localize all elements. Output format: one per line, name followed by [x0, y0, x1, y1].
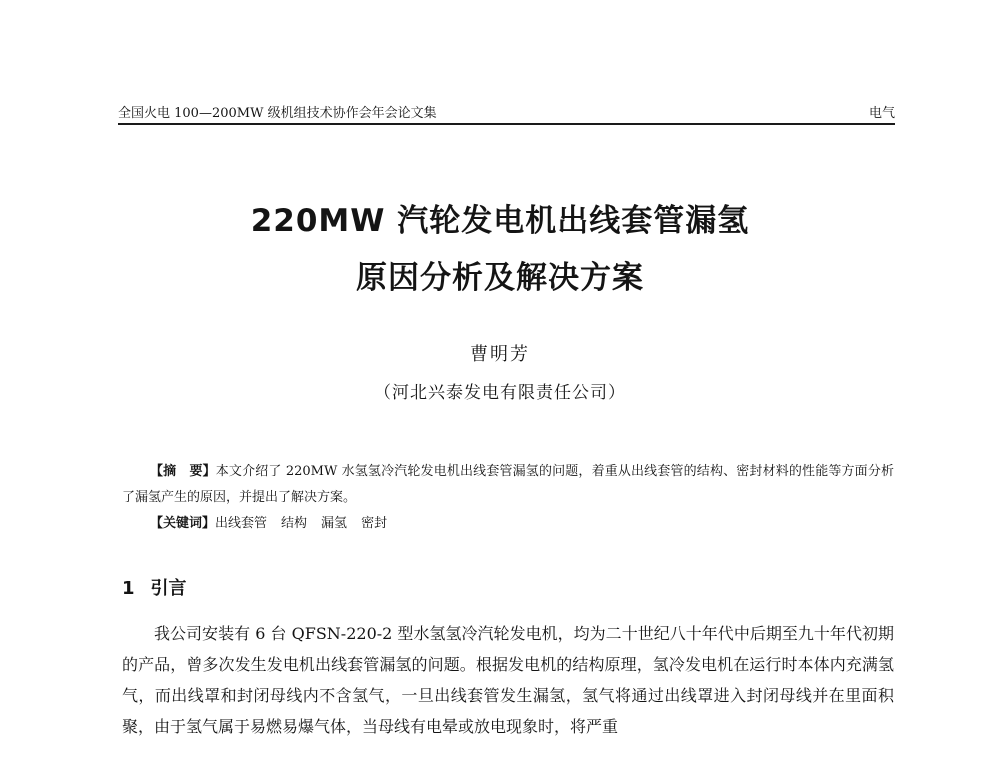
- section-number: 1: [122, 578, 135, 599]
- running-header-left: 全国火电 100—200MW 级机组技术协作会年会论文集: [118, 106, 437, 121]
- keywords-line: [122, 511, 894, 537]
- running-header-right: 电气: [868, 106, 895, 121]
- keyword: 漏氢: [321, 516, 348, 531]
- abstract-text: 本文介绍了 220MW 水氢氢冷汽轮发电机出线套管漏氢的问题，着重从出线套管的结构、密封材料的性能等方面分析了漏氢产生的原因，并提出了解决方案。: [122, 464, 894, 505]
- keywords-label: 【关键词】: [150, 516, 216, 531]
- keyword: 结构: [281, 516, 308, 531]
- paper-title-line-1: 220MW 汽轮发电机出线套管漏氢: [250, 203, 750, 239]
- section-title: 引言: [150, 578, 187, 599]
- author-name: 曹明芳: [470, 344, 530, 365]
- abstract-block: [122, 459, 894, 537]
- body-text: [122, 618, 894, 742]
- abstract-label: 【摘 要】: [150, 464, 216, 479]
- keyword: 密封: [361, 516, 388, 531]
- section-heading: [122, 574, 187, 600]
- paper-title-line-2: 原因分析及解决方案: [356, 260, 644, 296]
- author-affiliation: （河北兴泰发电有限责任公司）: [374, 383, 626, 403]
- abstract-paragraph: [122, 459, 894, 511]
- keyword: 出线套管: [215, 516, 268, 531]
- running-header: [118, 103, 895, 125]
- body-paragraph: 我公司安装有 6 台 QFSN-220-2 型水氢氢冷汽轮发电机，均为二十世纪八十年代中后期至九十年代初期的产品，曾多次发生发电机出线套管漏氢的问题。根据发电机的结构原理，氢冷发电机在运行时本体内充满氢气，而出线罩和封闭母线内不含氢气，一旦出线套管发生漏氢，氢气将通过出线罩进入封闭母线并在里面积聚，由于氢气属于易燃易爆气体，当母线有电晕或放电现象时，将严重: [122, 624, 894, 736]
